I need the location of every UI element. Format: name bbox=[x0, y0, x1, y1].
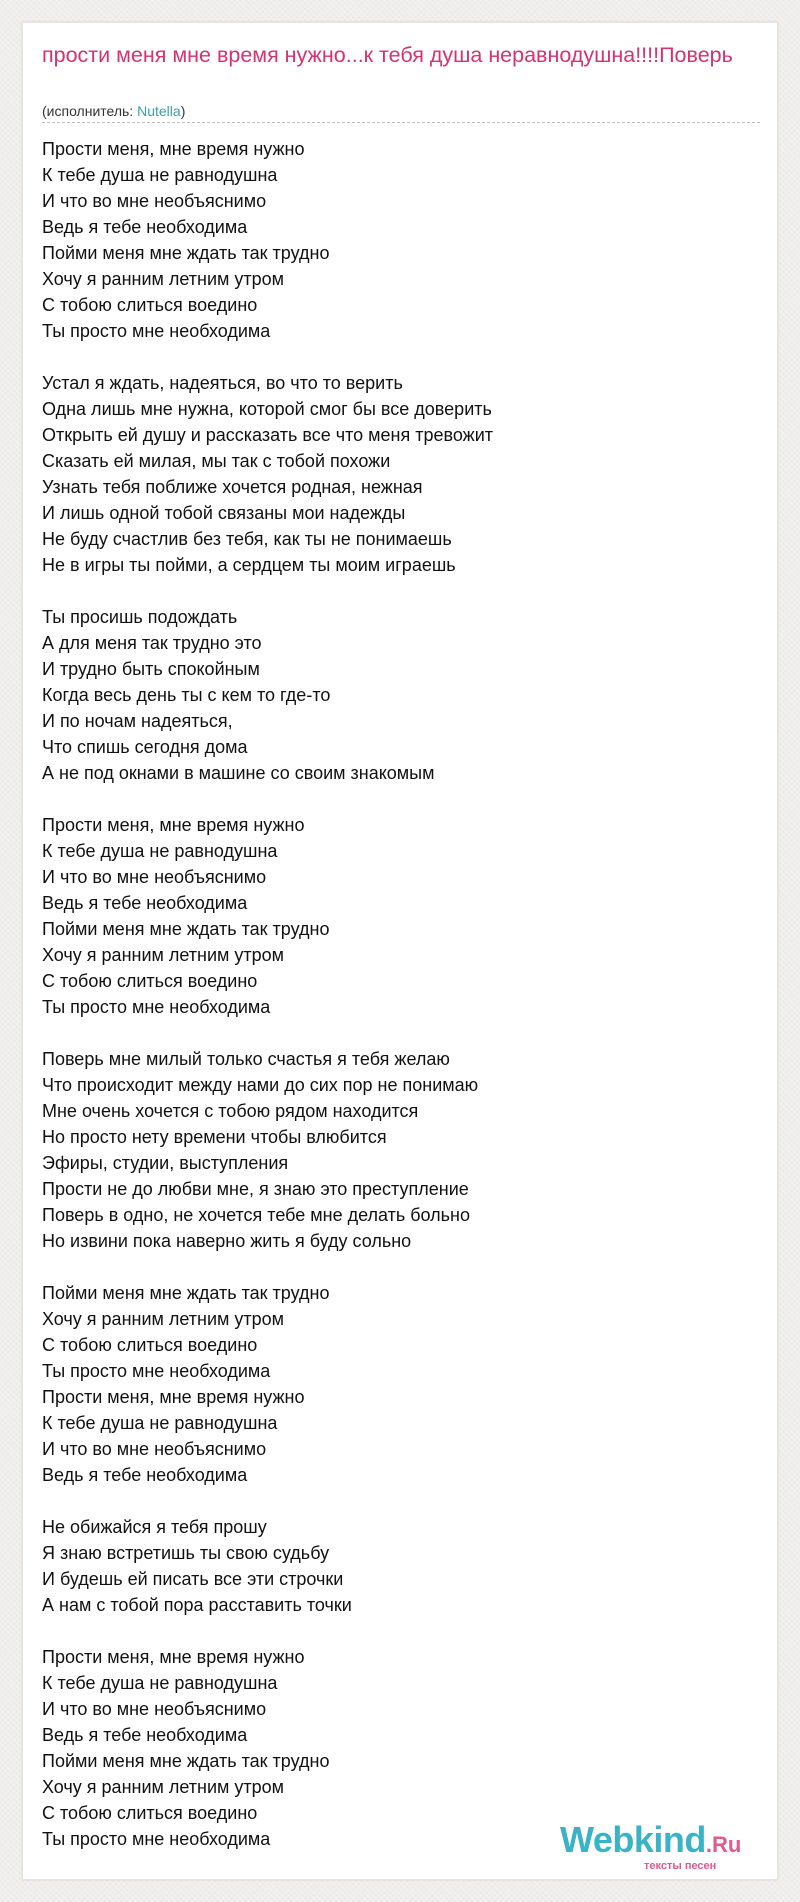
lyrics-line: И будешь ей писать все эти строчки bbox=[42, 1569, 344, 1589]
lyrics-line: Прости меня, мне время нужно bbox=[42, 139, 305, 159]
lyrics-line: Хочу я ранним летним утром bbox=[42, 1309, 285, 1329]
lyrics-line: Ты просишь подождать bbox=[42, 607, 238, 627]
lyrics-line: И что во мне необъяснимо bbox=[42, 1439, 267, 1459]
lyrics-line: Хочу я ранним летним утром bbox=[42, 269, 285, 289]
lyrics-line: Хочу я ранним летним утром bbox=[42, 1777, 285, 1797]
lyrics-line: Сказать ей милая, мы так с тобой похожи bbox=[42, 451, 391, 471]
lyrics-line: Ты просто мне необходима bbox=[42, 997, 271, 1017]
lyrics-line: Но извини пока наверно жить я буду сольно bbox=[42, 1231, 412, 1251]
lyrics-line: Ты просто мне необходима bbox=[42, 321, 271, 341]
lyrics-line: С тобою слиться воедино bbox=[42, 1803, 258, 1823]
page-title: прости меня мне время нужно...к тебя душа неравнодушна!!!!Поверь bbox=[42, 43, 733, 67]
lyrics-line: С тобою слиться воедино bbox=[42, 971, 258, 991]
lyrics-line: Но просто нету времени чтобы влюбится bbox=[42, 1127, 387, 1147]
lyrics-line: Ведь я тебе необходима bbox=[42, 1725, 248, 1745]
lyrics-stanza bbox=[42, 604, 742, 786]
artist-link[interactable]: Nutella bbox=[137, 103, 181, 119]
lyrics-line: Ты просто мне необходима bbox=[42, 1361, 271, 1381]
lyrics-line: К тебе душа не равнодушна bbox=[42, 165, 278, 185]
lyrics-line: С тобою слиться воедино bbox=[42, 1335, 258, 1355]
lyrics-line: Прости не до любви мне, я знаю это преступление bbox=[42, 1179, 469, 1199]
logo-subtitle: тексты песен bbox=[644, 1860, 717, 1872]
lyrics-line: Когда весь день ты с кем то где-то bbox=[42, 685, 331, 705]
lyrics-stanza bbox=[42, 1046, 742, 1254]
lyrics-body bbox=[42, 136, 742, 1852]
lyrics-line: Одна лишь мне нужна, которой смог бы все доверить bbox=[42, 399, 492, 419]
lyrics-stanza bbox=[42, 370, 742, 578]
lyrics-stanza bbox=[42, 1514, 742, 1618]
lyrics-line: И лишь одной тобой связаны мои надежды bbox=[42, 503, 406, 523]
logo-tld-text: .Ru bbox=[705, 1832, 742, 1857]
lyrics-line: Эфиры, студии, выступления bbox=[42, 1153, 289, 1173]
lyrics-line: А для меня так трудно это bbox=[42, 633, 262, 653]
lyrics-line: Не обижайся я тебя прошу bbox=[42, 1517, 267, 1537]
lyrics-card bbox=[22, 22, 778, 1880]
lyrics-line: Мне очень хочется с тобою рядом находится bbox=[42, 1101, 419, 1121]
lyrics-line: Прости меня, мне время нужно bbox=[42, 1647, 305, 1667]
artist-prefix: (исполнитель: bbox=[42, 103, 138, 119]
lyrics-line: Не в игры ты пойми, а сердцем ты моим играешь bbox=[42, 555, 456, 575]
lyrics-line: Не буду счастлив без тебя, как ты не понимаешь bbox=[42, 529, 452, 549]
lyrics-line: Пойми меня мне ждать так трудно bbox=[42, 919, 330, 939]
lyrics-line: К тебе душа не равнодушна bbox=[42, 1673, 278, 1693]
lyrics-line: Ведь я тебе необходима bbox=[42, 217, 248, 237]
artist-line bbox=[42, 103, 185, 119]
lyrics-line: Узнать тебя поближе хочется родная, нежная bbox=[42, 477, 423, 497]
lyrics-line: А не под окнами в машине со своим знакомым bbox=[42, 763, 435, 783]
lyrics-stanza bbox=[42, 1280, 742, 1488]
lyrics-line: Что спишь сегодня дома bbox=[42, 737, 248, 757]
lyrics-line: Открыть ей душу и рассказать все что меня тревожит bbox=[42, 425, 494, 445]
lyrics-line: К тебе душа не равнодушна bbox=[42, 841, 278, 861]
lyrics-line: И что во мне необъяснимо bbox=[42, 867, 267, 887]
lyrics-line: И по ночам надеяться, bbox=[42, 711, 233, 731]
lyrics-line: Ты просто мне необходима bbox=[42, 1829, 271, 1849]
lyrics-line: Прости меня, мне время нужно bbox=[42, 815, 305, 835]
lyrics-stanza bbox=[42, 136, 742, 344]
lyrics-line: Поверь мне милый только счастья я тебя желаю bbox=[42, 1049, 450, 1069]
lyrics-line: Пойми меня мне ждать так трудно bbox=[42, 243, 330, 263]
lyrics-line: Устал я ждать, надеяться, во что то верить bbox=[42, 373, 403, 393]
lyrics-line: Я знаю встретишь ты свою судьбу bbox=[42, 1543, 330, 1563]
lyrics-line: К тебе душа не равнодушна bbox=[42, 1413, 278, 1433]
lyrics-line: Ведь я тебе необходима bbox=[42, 893, 248, 913]
title-divider bbox=[42, 122, 760, 123]
logo-main-text: Webkind bbox=[560, 1819, 706, 1860]
site-logo[interactable] bbox=[560, 1820, 780, 1880]
lyrics-stanza bbox=[42, 812, 742, 1020]
lyrics-line: Ведь я тебе необходима bbox=[42, 1465, 248, 1485]
lyrics-line: И что во мне необъяснимо bbox=[42, 191, 267, 211]
logo-wordmark bbox=[560, 1820, 741, 1865]
lyrics-line: А нам с тобой пора расставить точки bbox=[42, 1595, 352, 1615]
lyrics-line: Пойми меня мне ждать так трудно bbox=[42, 1751, 330, 1771]
lyrics-line: Поверь в одно, не хочется тебе мне делать больно bbox=[42, 1205, 471, 1225]
lyrics-line: И что во мне необъяснимо bbox=[42, 1699, 267, 1719]
lyrics-line: С тобою слиться воедино bbox=[42, 295, 258, 315]
lyrics-line: Хочу я ранним летним утром bbox=[42, 945, 285, 965]
artist-suffix: ) bbox=[180, 103, 186, 119]
lyrics-line: Пойми меня мне ждать так трудно bbox=[42, 1283, 330, 1303]
lyrics-line: Что происходит между нами до сих пор не понимаю bbox=[42, 1075, 479, 1095]
lyrics-line: И трудно быть спокойным bbox=[42, 659, 260, 679]
lyrics-line: Прости меня, мне время нужно bbox=[42, 1387, 305, 1407]
